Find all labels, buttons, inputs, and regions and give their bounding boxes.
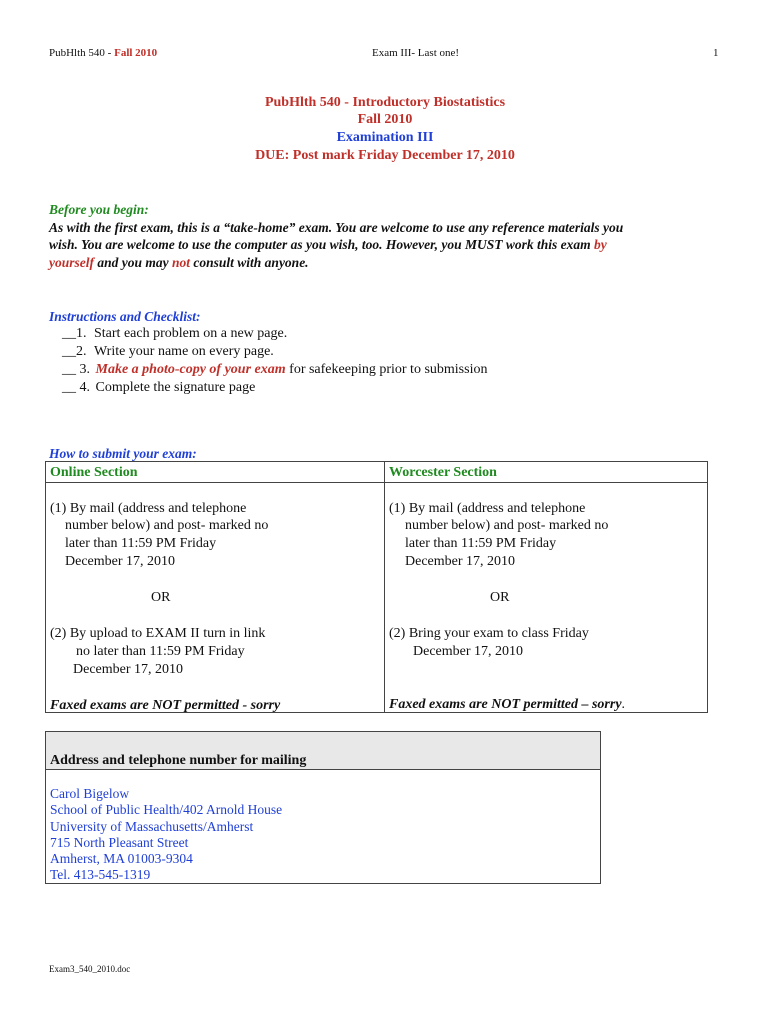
address-line: Amherst, MA 01003-9304	[50, 851, 193, 867]
before-line-2-text: wish. You are welcome to use the computer as you wish, too. However, you MUST work this exam	[49, 237, 595, 252]
checklist-num: __1.	[62, 326, 87, 341]
online-mail-3: later than 11:59 PM Friday	[65, 536, 217, 551]
title-course: PubHlth 540 - Introductory Biostatistics	[264, 95, 506, 110]
page-header-left	[49, 47, 157, 59]
submit-table-divider	[384, 462, 385, 712]
address-box	[45, 731, 601, 884]
checklist-num: __2.	[62, 344, 87, 359]
address-header: Address and telephone number for mailing	[50, 753, 307, 768]
worcester-fax-period: .	[621, 697, 626, 712]
before-yourself: yourself	[49, 255, 94, 270]
checklist-item	[62, 362, 487, 378]
address-lines	[50, 786, 282, 884]
address-line: School of Public Health/402 Arnold House	[50, 802, 283, 818]
before-not: not	[172, 255, 191, 270]
checklist-text: Write your name on every page.	[94, 344, 274, 359]
worcester-option-2-line-2: December 17, 2010	[413, 644, 524, 659]
online-mail-2: number below) and post- marked no	[65, 518, 269, 533]
address-line: 715 North Pleasant Street	[50, 834, 189, 850]
checklist-num: __ 4.	[62, 380, 90, 395]
before-line-3	[49, 255, 309, 271]
worcester-section-header: Worcester Section	[389, 465, 497, 480]
online-section-header: Online Section	[50, 465, 138, 480]
before-line-3-text: and you may	[94, 255, 173, 270]
title-exam: Examination III	[336, 130, 434, 145]
online-or: OR	[151, 590, 171, 605]
page-footer: Exam3_540_2010.doc	[49, 964, 131, 974]
address-line: Tel. 413-545-1319	[50, 867, 151, 883]
checklist-text: for safekeeping prior to submission	[285, 362, 488, 377]
before-line-2	[49, 237, 607, 253]
online-option-2-line-1: (2) By upload to EXAM II turn in link	[50, 626, 266, 641]
online-option-2-line-3: December 17, 2010	[73, 662, 184, 677]
page-header-center: Exam III- Last one!	[372, 47, 460, 59]
worcester-mail-2: number below) and post- marked no	[405, 518, 609, 533]
worcester-fax-text: Faxed exams are NOT permitted – sorry	[389, 697, 622, 712]
worcester-mail-3: later than 11:59 PM Friday	[405, 536, 557, 551]
page-number: 1	[713, 47, 719, 59]
checklist-text: Start each problem on a new page.	[94, 326, 288, 341]
worcester-mail-1: (1) By mail (address and telephone	[389, 501, 586, 516]
before-heading: Before you begin:	[49, 202, 149, 217]
checklist-text: Complete the signature page	[95, 380, 256, 395]
instructions-heading: Instructions and Checklist:	[49, 309, 201, 324]
worcester-option-2-line-1: (2) Bring your exam to class Friday	[389, 626, 589, 641]
checklist-item	[62, 344, 274, 360]
online-option-2-line-2: no later than 11:59 PM Friday	[76, 644, 245, 659]
submit-table-header-row	[46, 462, 707, 483]
checklist-num: __ 3.	[62, 362, 90, 377]
checklist-item	[62, 326, 287, 342]
checklist-text-highlight: Make a photo-copy of your exam	[95, 362, 286, 377]
worcester-mail-4: December 17, 2010	[405, 554, 516, 569]
submit-heading: How to submit your exam:	[49, 446, 197, 461]
submit-table	[45, 461, 708, 713]
worcester-or: OR	[490, 590, 510, 605]
online-fax-note: Faxed exams are NOT permitted - sorry	[50, 698, 281, 713]
header-term: Fall 2010	[114, 47, 158, 59]
worcester-fax-note	[389, 696, 625, 714]
address-line: Carol Bigelow	[50, 786, 130, 801]
before-line-3-end: consult with anyone.	[190, 255, 309, 270]
online-mail-1: (1) By mail (address and telephone	[50, 501, 247, 516]
title-term: Fall 2010	[357, 112, 413, 127]
before-line-1: As with the first exam, this is a “take-home” exam. You are welcome to use any reference materials you	[49, 220, 624, 235]
address-line: University of Massachusetts/Amherst	[50, 818, 254, 834]
title-due: DUE: Post mark Friday December 17, 2010	[255, 148, 515, 163]
header-course: PubHlth 540 -	[49, 47, 115, 59]
before-by: by	[594, 237, 607, 252]
online-mail-4: December 17, 2010	[65, 554, 176, 569]
checklist-item	[62, 380, 255, 396]
